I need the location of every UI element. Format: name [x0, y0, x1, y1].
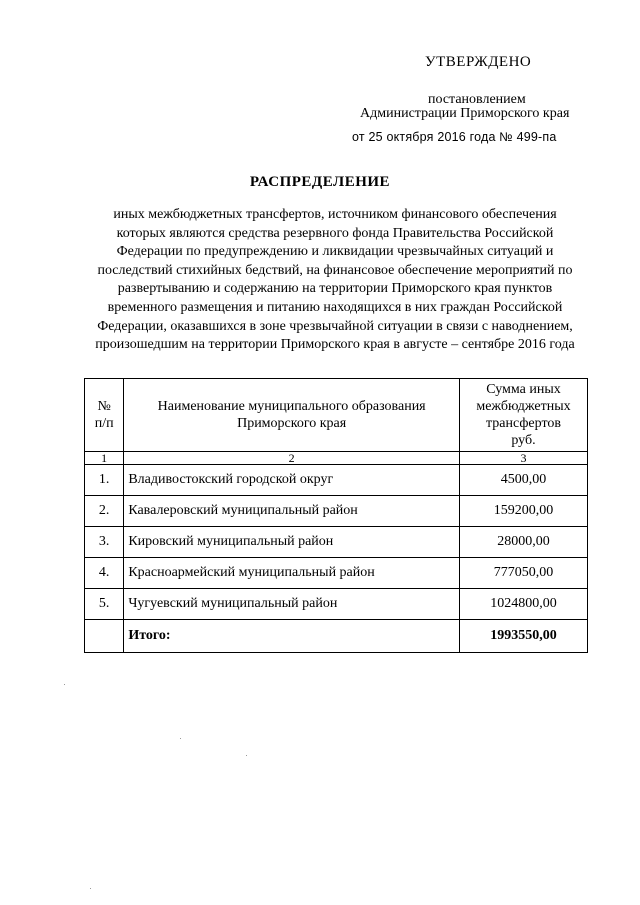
header-sum-line1: Сумма иных — [486, 382, 561, 397]
column-index: 1 — [85, 452, 124, 465]
table-row — [85, 465, 588, 496]
total-label: Итого: — [124, 620, 460, 653]
description-line: развертыванию и содержанию на территории Приморского края пунктов — [117, 281, 553, 297]
column-index: 2 — [124, 452, 460, 465]
row-municipality: Владивостокский городской округ — [124, 465, 460, 496]
decree-date-line: от 25 октября 2016 года № 499-па — [352, 130, 557, 144]
description-line: Федерации, оказавшихся в зоне чрезвычайной ситуации в связи с наводнением, — [97, 318, 573, 334]
row-municipality: Кавалеровский муниципальный район — [124, 496, 460, 527]
table-row — [85, 496, 588, 527]
description-line: иных межбюджетных трансфертов, источником финансового обеспечения — [113, 207, 557, 222]
row-number: 2. — [85, 496, 124, 527]
description-line: временного размещения и питанию находящихся в них граждан Российской — [107, 299, 563, 315]
approved-stamp-text: УТВЕРЖДЕНО — [425, 54, 532, 70]
header-sum-line3: трансфертов — [485, 416, 561, 431]
header-sum-line2: межбюджетных — [476, 399, 571, 414]
administration-label: Администрации Приморского края — [360, 106, 570, 121]
row-municipality: Кировский муниципальный район — [124, 527, 460, 558]
row-number: 1. — [85, 465, 124, 496]
table-row — [85, 558, 588, 589]
header-sum — [459, 379, 587, 452]
row-municipality: Красноармейский муниципальный район — [124, 558, 460, 589]
scan-speck — [246, 755, 247, 756]
header-number-line1: № — [97, 399, 111, 414]
total-sum: 1993550,00 — [459, 620, 587, 653]
row-sum: 1024800,00 — [459, 589, 587, 620]
scan-speck — [180, 738, 181, 739]
header-number-line2: п/п — [94, 416, 114, 431]
header-sum-line4: руб. — [511, 433, 536, 448]
column-index: 3 — [459, 452, 587, 465]
row-municipality: Чугуевский муниципальный район — [124, 589, 460, 620]
header-name — [124, 379, 460, 452]
table-row — [85, 589, 588, 620]
description-line: которых являются средства резервного фонда Правительства Российской — [116, 225, 554, 241]
table-header-row — [85, 379, 588, 452]
row-sum: 28000,00 — [459, 527, 587, 558]
table-row — [85, 527, 588, 558]
row-sum: 159200,00 — [459, 496, 587, 527]
header-name-line2: Приморского края — [237, 416, 347, 431]
header-name-line1: Наименование муниципального образования — [157, 399, 426, 414]
scan-speck — [90, 888, 91, 889]
row-sum: 4500,00 — [459, 465, 587, 496]
description-line: произошедшим на территории Приморского края в августе – сентябре 2016 года — [95, 337, 575, 353]
document-title: РАСПРЕДЕЛЕНИЕ — [249, 174, 391, 190]
row-sum: 777050,00 — [459, 558, 587, 589]
description-line: Федерации по предупреждению и ликвидации чрезвычайных ситуаций и — [116, 244, 554, 260]
total-number-empty — [85, 620, 124, 653]
decree-label: постановлением — [428, 92, 526, 107]
row-number: 4. — [85, 558, 124, 589]
table-total-row — [85, 620, 588, 653]
description-line: последствий стихийных бедствий, на финансовое обеспечение мероприятий по — [97, 262, 573, 278]
column-index-row — [85, 452, 588, 465]
row-number: 5. — [85, 589, 124, 620]
distribution-table — [84, 378, 588, 653]
scan-speck — [64, 684, 65, 685]
document-description — [70, 206, 600, 355]
row-number: 3. — [85, 527, 124, 558]
header-number — [85, 379, 124, 452]
